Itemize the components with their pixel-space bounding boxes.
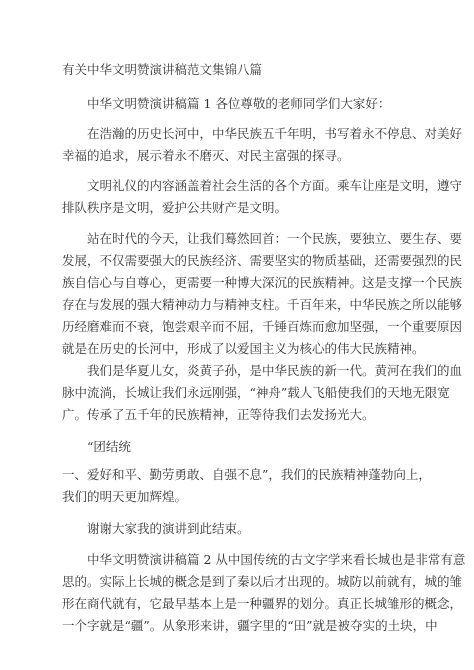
text-line: 形在商代就有，它最早基本上是一种疆界的划分。真正长城雏形的概念， xyxy=(62,596,463,611)
paragraph-speech-1-heading xyxy=(62,93,417,115)
paragraph xyxy=(62,360,463,426)
paragraph xyxy=(62,175,463,219)
text-line: 存在与发展的强大精神动力与精神支柱。千百年来，中华民族之所以能够 xyxy=(62,297,463,312)
text-line: 中华文明赞演讲稿篇 2 从中国传统的古文字学来看长城也是非常有意 xyxy=(87,552,466,567)
paragraph xyxy=(62,123,463,167)
text-line: 发展，不仅需要强大的民族经济、需要坚实的物质基础，还需要强烈的民 xyxy=(62,253,463,268)
text-line: 在浩瀚的历史长河中，中华民族五千年明，书写着永不停息、对美好 xyxy=(87,126,463,141)
text-line: 站在时代的今天，让我们蓦然回首：一个民族，要独立、要生存、要 xyxy=(87,231,463,246)
text-line: 脉中流淌，长城让我们永远刚强，“神舟”载人飞船使我们的天地无限宽 xyxy=(62,385,450,400)
text-line: 广。传承了五千年的民族精神，正等待我们去发扬光大。 xyxy=(62,407,375,422)
paragraph xyxy=(62,436,417,458)
text-line: 谢谢大家我的演讲到此结束。 xyxy=(87,521,250,536)
text-line: 一、爱好和平、勤劳勇敢、自强不息”，我们的民族精神蓬勃向上， xyxy=(62,467,431,482)
document-title: 有关中华文明赞演讲稿范文集锦八篇 xyxy=(62,62,263,77)
paragraph xyxy=(62,228,463,360)
text-line: 就是在历史的长河中，形成了以爱国主义为核心的伟大民族精神。 xyxy=(62,341,425,356)
text-line: 历经磨难而不衰，饱尝艰辛而不屈，千锤百炼而愈加坚强，一个重要原因 xyxy=(62,319,463,334)
text-line: 文明礼仪的内容涵盖着社会生活的各个方面。乘车让座是文明，遵守 xyxy=(87,178,463,193)
text-line: 族自信心与自尊心，更需要一种博大深沉的民族精神。这是支撑一个民族 xyxy=(62,275,463,290)
text-line: 一个字就是“疆”。从象形来讲，疆字里的“田”就是被夺实的土块，中 xyxy=(62,618,438,633)
text-line: “团结统 xyxy=(87,439,131,454)
text-line: 我们是华夏儿女，炎黄子孙，是中华民族的新一代。黄河在我们的血 xyxy=(87,363,463,378)
text-line: 排队秩序是文明，爱护公共财产是文明。 xyxy=(62,200,288,215)
paragraph xyxy=(62,464,431,508)
paragraph xyxy=(62,518,417,540)
paragraph-speech-2 xyxy=(62,549,466,637)
text-line: 中华文明赞演讲稿篇 1 各位尊敬的老师同学们大家好： xyxy=(87,96,391,111)
text-line: 我们的明天更加辉煌。 xyxy=(62,489,188,504)
text-line: 思的。实际上长城的概念是到了秦以后才出现的。城防以前就有，城的雏 xyxy=(62,574,463,589)
text-line: 幸福的追求，展示着永不磨灭、对民主富强的探寻。 xyxy=(62,148,350,163)
